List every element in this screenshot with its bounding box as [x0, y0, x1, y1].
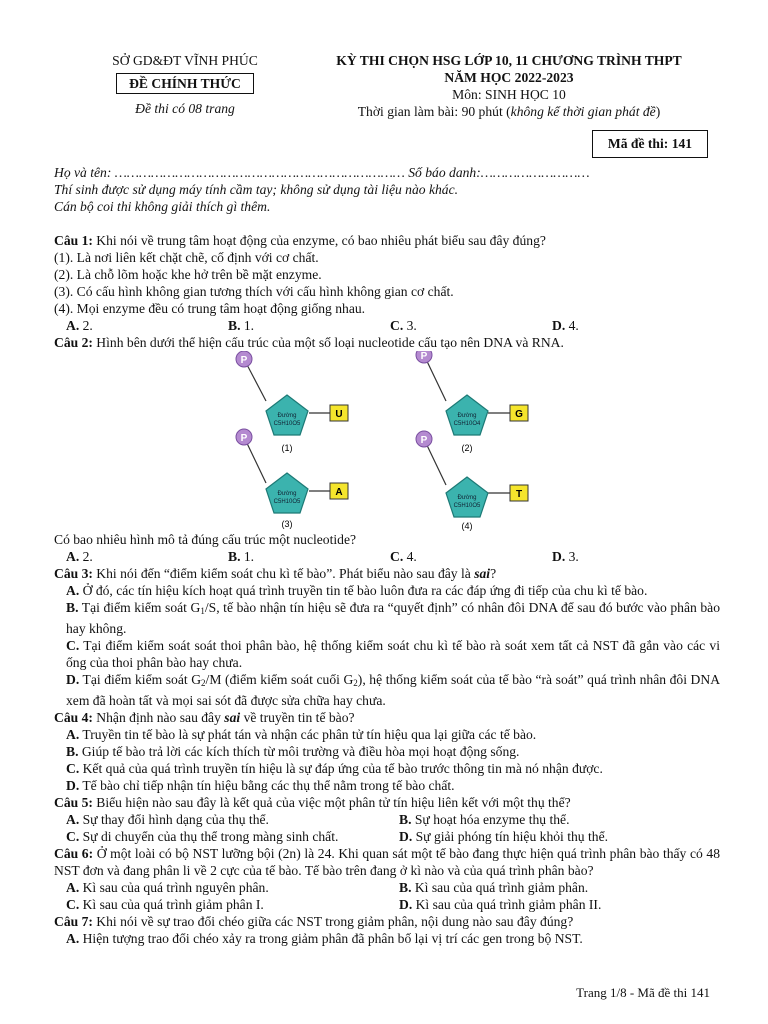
question-number: Câu 4: — [54, 710, 93, 725]
question-number: Câu 6: — [54, 846, 94, 861]
option-a[interactable]: A. Sự thay đổi hình dạng của thụ thể. — [66, 812, 269, 827]
option-c[interactable]: C. Kết quả của quá trình truyền tín hiệu là sự đáp ứng của tế bào trước thông tin mà nó nhận được. — [66, 761, 603, 776]
question-text: Nhận định nào sau đây — [92, 710, 225, 725]
svg-text:(2): (2) — [461, 443, 473, 453]
question-text: Khi nói về sự trao đổi chéo giữa các NST trong giảm phân, nội dung nào sau đây đúng? — [92, 914, 574, 929]
page-footer: Trang 1/8 - Mã đề thi 141 — [576, 985, 710, 1000]
svg-text:Đường: Đường — [457, 495, 477, 501]
emphasis: sai — [224, 710, 241, 725]
svg-text:P: P — [420, 435, 428, 446]
question-number: Câu 5: — [54, 795, 93, 810]
svg-text:Đường: Đường — [277, 413, 297, 419]
option-a[interactable]: A. 2. — [66, 549, 93, 564]
statement-3: (3). Có cấu hình không gian tương thích với cấu hình không gian cơ chất. — [54, 284, 454, 299]
option-a[interactable]: A. Hiện tượng trao đổi chéo xảy ra trong giảm phân đã phân bố lại vị trí các gen trong bộ NST. — [66, 931, 583, 946]
question-6 — [54, 845, 720, 879]
question-text: Hình bên dưới thể hiện cấu trúc của một số loại nucleotide cấu tạo nên DNA và RNA. — [92, 335, 564, 350]
question-number: Câu 7: — [54, 914, 93, 929]
svg-text:Đường: Đường — [277, 491, 297, 497]
header-right — [300, 52, 718, 120]
candidate-info — [54, 164, 724, 215]
question-2-prompt: Có bao nhiêu hình mô tả đúng cấu trúc một nucleotide? — [54, 532, 357, 547]
official-badge: ĐỀ CHÍNH THỨC — [116, 73, 254, 94]
exam-code-box: Mã đề thi: 141 — [592, 130, 708, 158]
question-5 — [54, 794, 720, 811]
option-a[interactable]: A. 2. — [66, 318, 93, 333]
time-limit-text: Thời gian làm bài: 90 phút ( — [357, 104, 511, 119]
option-b[interactable]: B. Kì sau của quá trình giảm phân. — [399, 880, 589, 895]
answer-options — [54, 828, 720, 845]
question-text: Khi nói về trung tâm hoạt động của enzyme, có bao nhiêu phát biểu sau đây đúng? — [92, 233, 546, 248]
statement-1: (1). Là nơi liên kết chặt chẽ, cố định với cơ chất. — [54, 250, 319, 265]
time-limit-note: không kể thời gian phát đề — [510, 104, 656, 119]
question-text: Khi nói đến “điểm kiểm soát chu kì tế bào”. Phát biểu nào sau đây là — [92, 566, 475, 581]
option-d[interactable]: D. Kì sau của quá trình giảm phân II. — [399, 897, 602, 912]
svg-text:U: U — [335, 409, 343, 420]
option-a[interactable]: A. Ở đó, các tín hiệu kích hoạt quá trình truyền tin tế bào luôn đưa ra các đáp ứng đi tiếp của chu kì tế bào. — [66, 583, 648, 598]
time-limit — [300, 103, 718, 120]
svg-text:C5H10O5: C5H10O5 — [273, 499, 301, 505]
option-c[interactable]: C. Sự di chuyển của thụ thể trong màng sinh chất. — [66, 829, 339, 844]
questions — [54, 232, 720, 947]
answer-options — [54, 317, 720, 334]
option-b[interactable]: B. Tại điểm kiểm soát $G_1/S$, tế bào nhận tín hiệu sẽ đưa ra “quyết định” có nhân đôi DNA để sau đó bước vào phân bào hay không. — [66, 600, 720, 636]
name-line: Họ và tên: ……………………………………………………………… Số báo danh:……………………… — [54, 165, 590, 180]
question-4: Câu 4: Nhận định nào sau đây sai về truyền tin tế bào? — [54, 710, 355, 725]
option-b[interactable]: B. Giúp tế bào trả lời các kích thích từ môi trường và điều hòa mọi hoạt động sống. — [66, 744, 520, 759]
emphasis: sai — [474, 566, 491, 581]
option-b[interactable]: B. 1. — [228, 318, 255, 333]
answer-options — [54, 896, 720, 913]
option-d[interactable]: D. Tế bào chỉ tiếp nhận tín hiệu bằng các thụ thể nằm trong tế bào chất. — [66, 778, 455, 793]
svg-text:A: A — [335, 487, 343, 498]
option-d[interactable]: D. 4. — [552, 318, 579, 333]
exam-title: KỲ THI CHỌN HSG LỚP 10, 11 CHƯƠNG TRÌNH THPT — [336, 53, 682, 68]
option-b[interactable]: B. 1. — [228, 549, 255, 564]
svg-text:P: P — [420, 351, 428, 362]
svg-text:P: P — [240, 355, 248, 366]
svg-text:(4): (4) — [461, 521, 473, 531]
department-name: SỞ GD&ĐT VĨNH PHÚC — [112, 53, 258, 68]
nucleotide-diagram — [54, 351, 720, 531]
option-a[interactable]: A. Kì sau của quá trình nguyên phân. — [66, 880, 269, 895]
answer-options — [54, 548, 720, 565]
option-d[interactable]: D. 3. — [552, 549, 579, 564]
option-d[interactable]: D. Sự giải phóng tín hiệu khỏi thụ thể. — [399, 829, 609, 844]
question-number: Câu 3: — [54, 566, 93, 581]
nucleotide-figure — [54, 351, 720, 531]
school-year: NĂM HỌC 2022-2023 — [444, 70, 574, 85]
question-2 — [54, 334, 720, 351]
option-c[interactable]: C. Kì sau của quá trình giảm phân I. — [66, 897, 264, 912]
option-a[interactable]: A. Truyền tin tế bào là sự phát tán và nhận các phân tử tín hiệu qua lại giữa các tế bào. — [66, 727, 537, 742]
option-d[interactable]: D. Tại điểm kiểm soát $G_2/M$ (điểm kiểm soát cuối $G_2$), hệ thống kiểm soát của tế bào “rà soát” quá trình nhân đôi DNA xem đã hoàn tất và mọi sai sót đã được sửa chữa hay chưa. — [66, 672, 721, 708]
statement-2: (2). Là chỗ lõm hoặc khe hở trên bề mặt enzyme. — [54, 267, 322, 282]
time-limit-close: ) — [655, 104, 661, 119]
svg-text:C5H10O5: C5H10O5 — [453, 503, 481, 509]
calculator-note: Thí sinh được sử dụng máy tính cầm tay; không sử dụng tài liệu nào khác. — [54, 182, 459, 197]
subject: Môn: SINH HỌC 10 — [452, 87, 566, 102]
svg-text:C5H10O5: C5H10O5 — [273, 421, 301, 427]
svg-text:P: P — [240, 433, 248, 444]
page-count-note: Đề thi có 08 trang — [135, 101, 235, 116]
statement-4: (4). Mọi enzyme đều có trung tâm hoạt động giống nhau. — [54, 301, 366, 316]
header-left — [70, 52, 300, 117]
answer-options — [54, 811, 720, 828]
svg-text:C5H10O4: C5H10O4 — [453, 421, 481, 427]
question-text: Biểu hiện nào sau đây là kết quả của việc một phân tử tín hiệu liên kết với một thụ thể? — [92, 795, 571, 810]
svg-text:(1): (1) — [281, 443, 293, 453]
question-text: Ở một loài có bộ NST lưỡng bội (2n) là 24. Khi quan sát một tế bào đang thực hiện quá trình phân bào thấy có 48 NST đơn và đang phân li về 2 cực của tế bào. Tế bào trên đang ở kì nào và của quá trình phân bào? — [54, 846, 720, 878]
option-c[interactable]: C. 4. — [390, 549, 417, 564]
question-1 — [54, 232, 720, 249]
nucleotide-1 — [236, 351, 348, 453]
question-7 — [54, 913, 720, 930]
proctor-note: Cán bộ coi thi không giải thích gì thêm. — [54, 199, 271, 214]
question-number: Câu 2: — [54, 335, 93, 350]
svg-text:(3): (3) — [281, 519, 293, 529]
svg-text:T: T — [515, 489, 523, 500]
option-b[interactable]: B. Sự hoạt hóa enzyme thụ thể. — [399, 812, 570, 827]
svg-text:G: G — [515, 409, 523, 420]
svg-text:Đường: Đường — [457, 413, 477, 419]
answer-options — [54, 879, 720, 896]
question-3: Câu 3: Khi nói đến “điểm kiểm soát chu kì tế bào”. Phát biểu nào sau đây là sai? — [54, 566, 497, 581]
option-c[interactable]: C. Tại điểm kiểm soát soát thoi phân bào, hệ thống kiểm soát chu kì tế bào rà soát xem tất cả NST đã gắn vào các vi ống của thoi phân bào hay chưa. — [66, 638, 720, 670]
question-number: Câu 1: — [54, 233, 93, 248]
option-c[interactable]: C. 3. — [390, 318, 417, 333]
nucleotide-2 — [416, 351, 528, 453]
